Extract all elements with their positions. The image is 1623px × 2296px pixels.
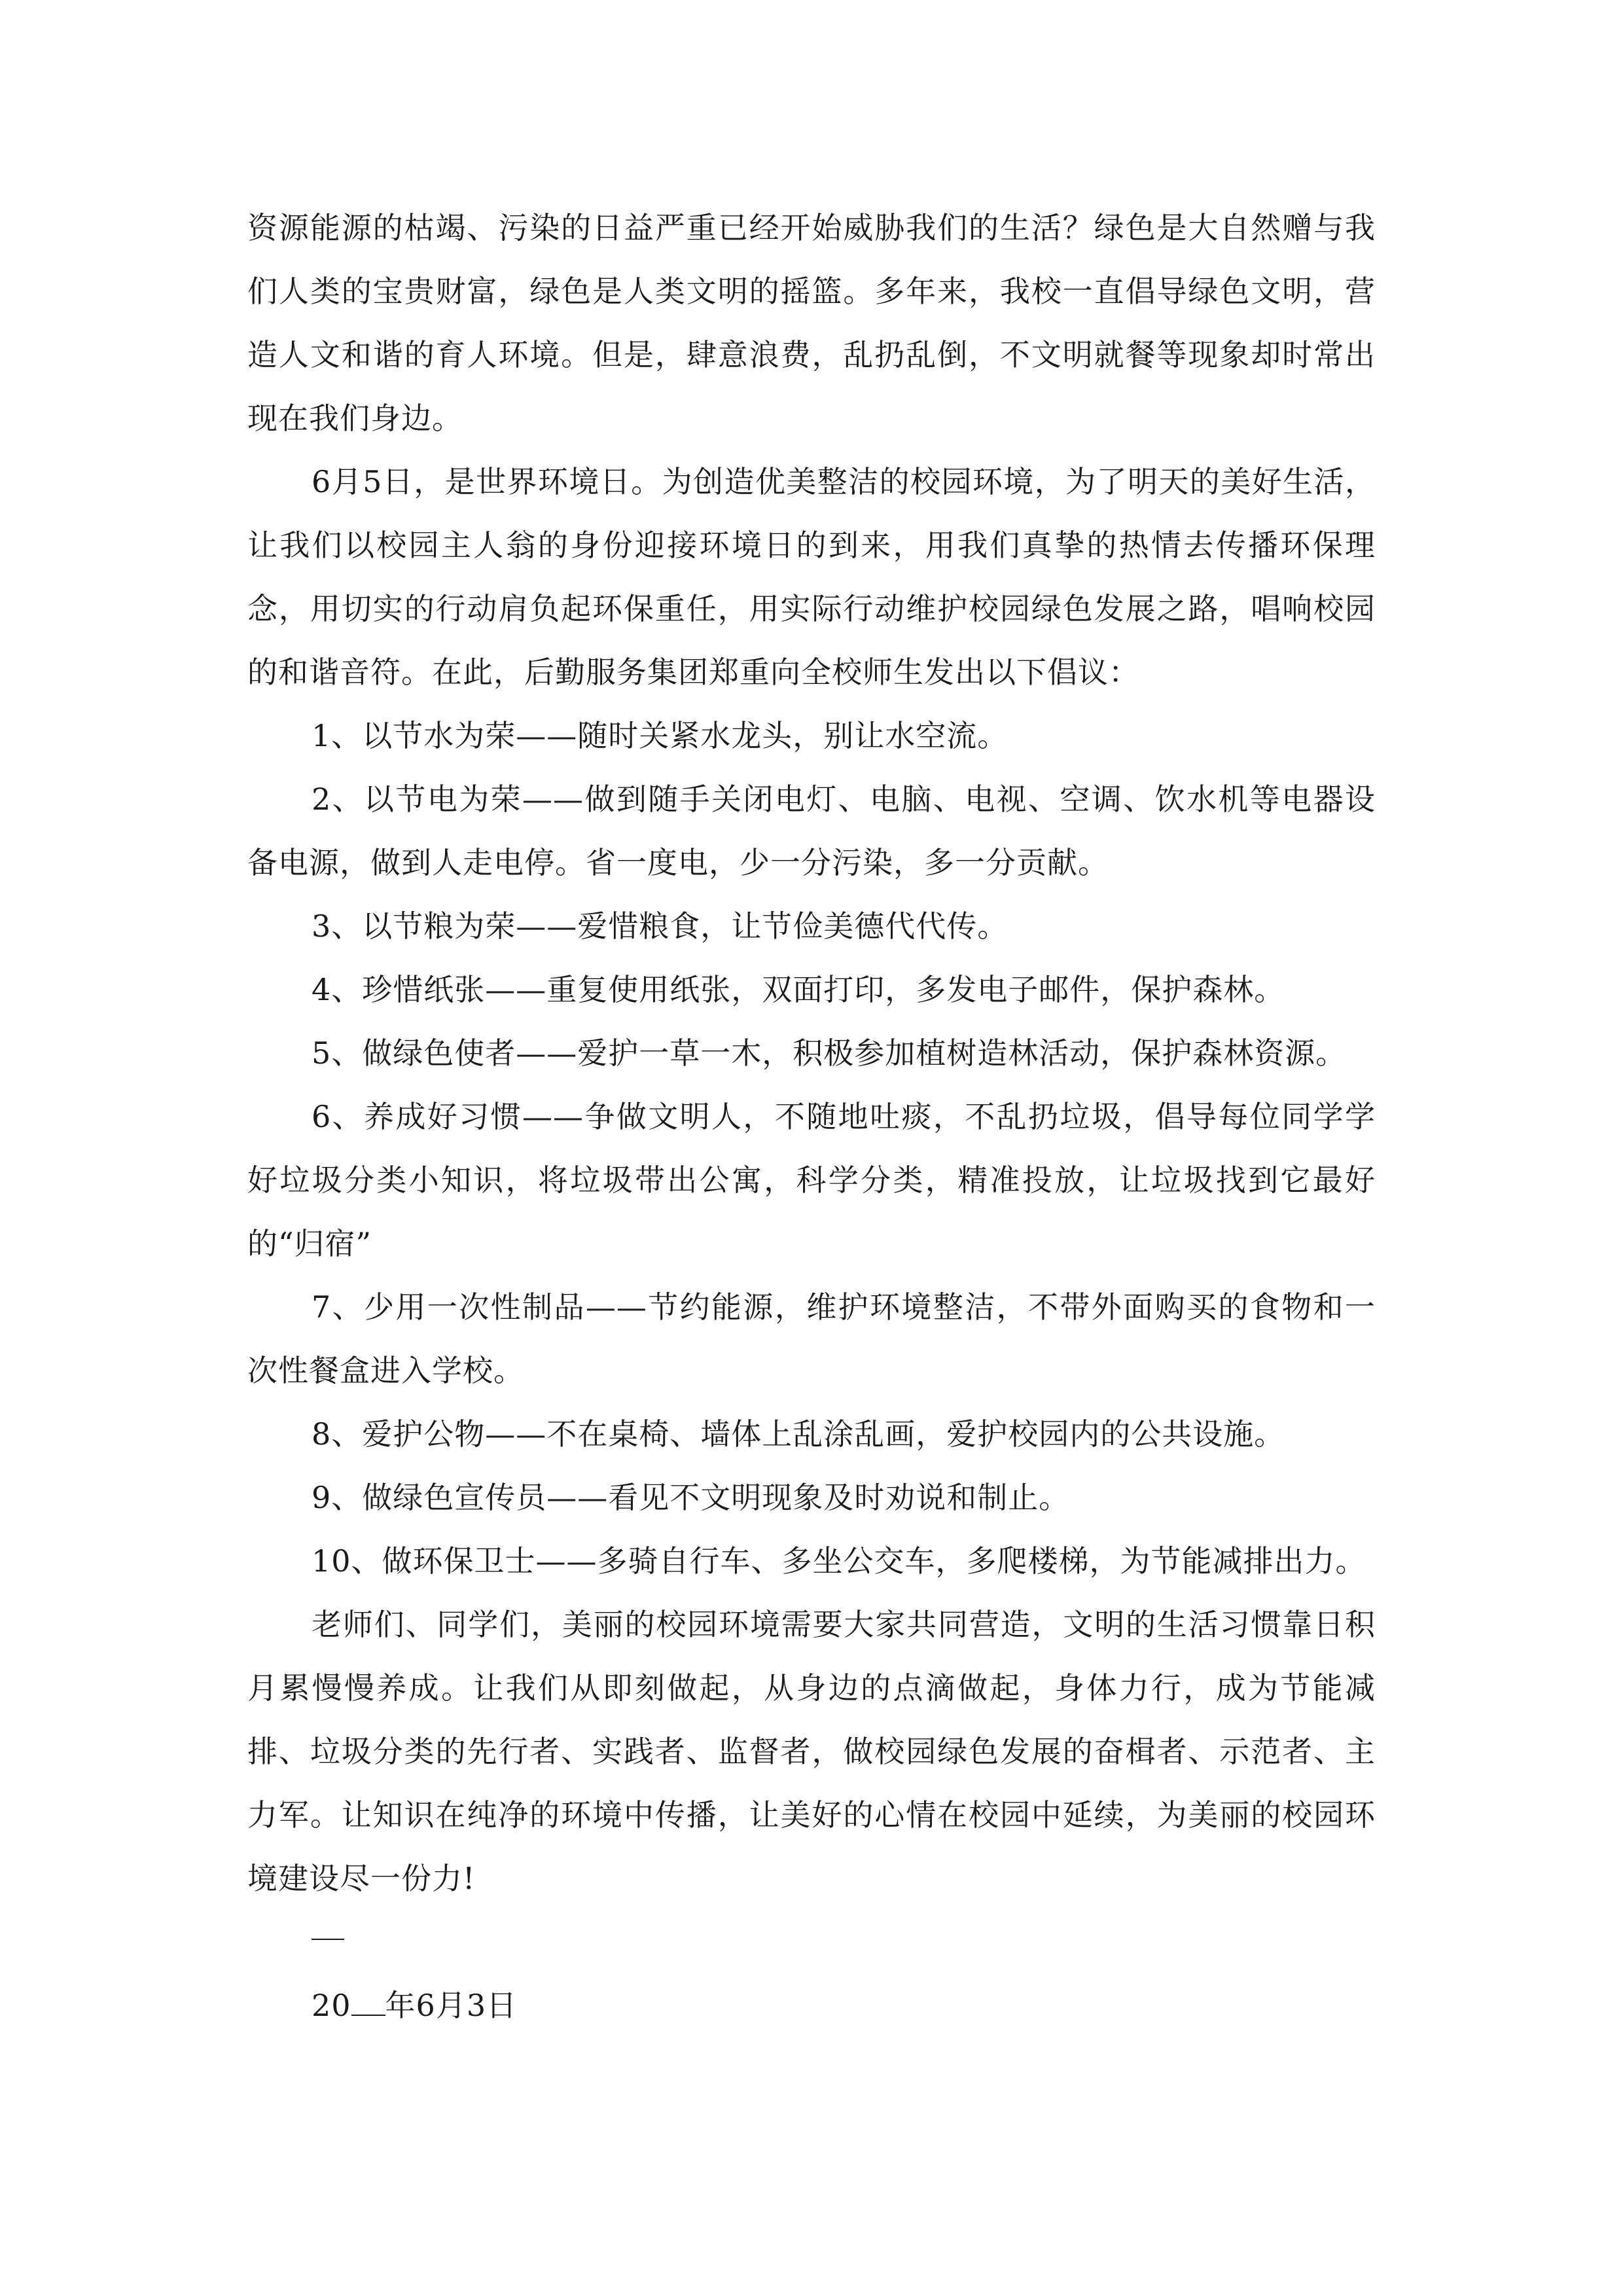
date-year-blank bbox=[351, 1988, 385, 2016]
document-date bbox=[247, 1974, 1376, 2037]
proposal-item-9: 9、做绿色宣传员——看见不文明现象及时劝说和制止。 bbox=[312, 1480, 1070, 1515]
proposal-item-7: 7、少用一次性制品——节约能源，维护环境整洁，不带外面购买的食物和一次性餐盒进入学校。 bbox=[247, 1289, 1376, 1388]
date-suffix: 年6月3日 bbox=[385, 1988, 518, 2023]
signature-blank bbox=[247, 1910, 1376, 1974]
proposal-item-5: 5、做绿色使者——爱护一草一木，积极参加植树造林活动，保护森林资源。 bbox=[312, 1035, 1347, 1071]
proposal-item-10: 10、做环保卫士——多骑自行车、多坐公交车，多爬楼梯，为节能减排出力。 bbox=[312, 1543, 1366, 1579]
proposal-item-6: 6、养成好习惯——争做文明人，不随地吐痰，不乱扔垃圾，倡导每位同学学好垃圾分类小知识，将垃圾带出公寓，科学分类，精准投放，让垃圾找到它最好的“归宿” bbox=[247, 1099, 1376, 1261]
proposal-item-4: 4、珍惜纸张——重复使用纸张，双面打印，多发电子邮件，保护森林。 bbox=[312, 972, 1285, 1007]
proposal-item-8: 8、爱护公物——不在桌椅、墙体上乱涂乱画，爱护校园内的公共设施。 bbox=[312, 1416, 1285, 1452]
proposal-item-2: 2、以节电为荣——做到随手关闭电灯、电脑、电视、空调、饮水机等电器设备电源，做到人走电停。省一度电，少一分污染，多一分贡献。 bbox=[247, 781, 1376, 880]
proposal-item-1: 1、以节水为荣——随时关紧水龙头，别让水空流。 bbox=[312, 718, 1008, 753]
paragraph-environment-day: 6月5日，是世界环境日。为创造优美整洁的校园环境，为了明天的美好生活，让我们以校园主人翁的身份迎接环境日的到来，用我们真挚的热情去传播环保理念，用切实的行动肩负起环保重任，用实际行动维护校园绿色发展之路，唱响校园的和谐音符。在此，后勤服务集团郑重向全校师生发出以下倡议： bbox=[247, 464, 1376, 690]
signature-underline bbox=[312, 1939, 344, 1940]
document-body bbox=[247, 196, 1376, 2037]
date-prefix: 20 bbox=[312, 1988, 351, 2023]
paragraph-closing: 老师们、同学们，美丽的校园环境需要大家共同营造，文明的生活习惯靠日积月累慢慢养成。让我们从即刻做起，从身边的点滴做起，身体力行，成为节能减排、垃圾分类的先行者、实践者、监督者，做校园绿色发展的奋楫者、示范者、主力军。让知识在纯净的环境中传播，让美好的心情在校园中延续，为美丽的校园环境建设尽一份力! bbox=[247, 1607, 1376, 1896]
paragraph-intro: 资源能源的枯竭、污染的日益严重已经开始威胁我们的生活？绿色是大自然赠与我们人类的宝贵财富，绿色是人类文明的摇篮。多年来，我校一直倡导绿色文明，营造人文和谐的育人环境。但是，肆意浪费，乱扔乱倒，不文明就餐等现象却时常出现在我们身边。 bbox=[247, 210, 1376, 436]
proposal-item-3: 3、以节粮为荣——爱惜粮食，让节俭美德代代传。 bbox=[312, 908, 1008, 944]
